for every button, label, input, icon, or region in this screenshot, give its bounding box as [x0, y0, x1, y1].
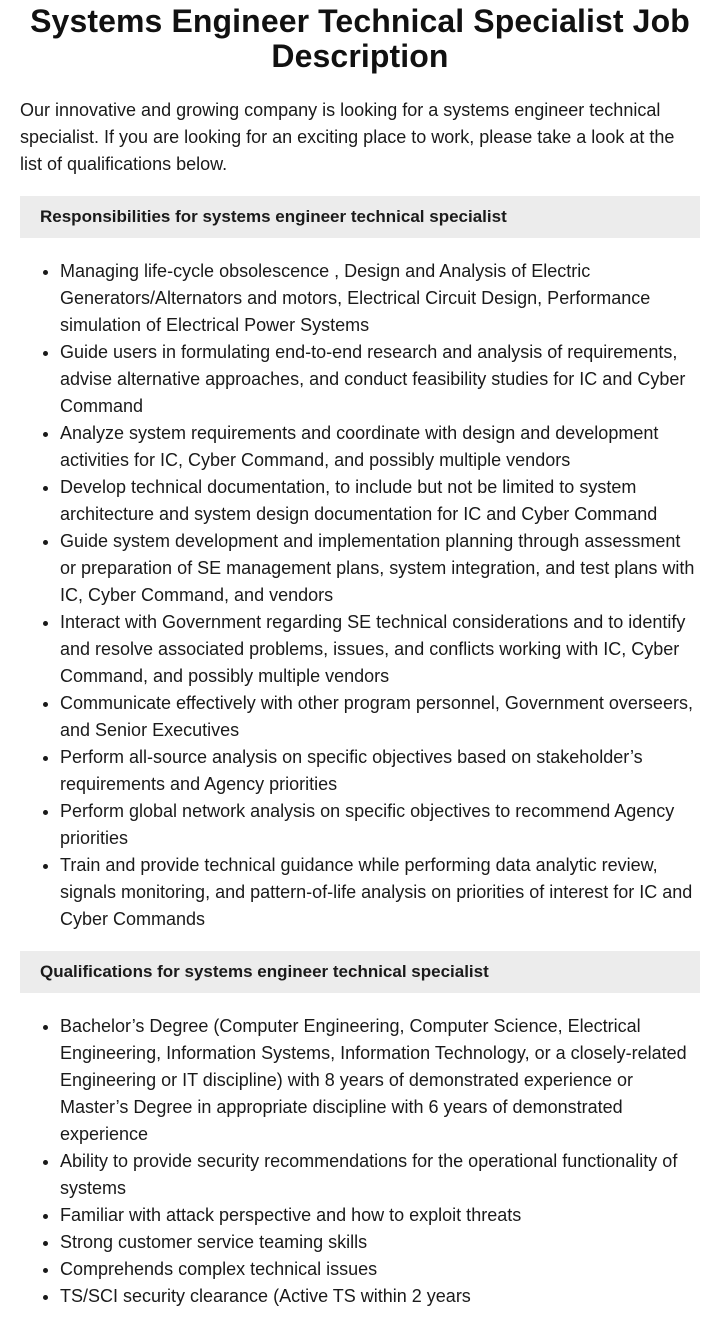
list-item: • Perform all-source analysis on specific objectives based on stakeholder’s requirements and Agency priorities — [60, 744, 700, 798]
list-item: • TS/SCI security clearance (Active TS within 2 years — [60, 1283, 700, 1310]
list-item: • Perform global network analysis on specific objectives to recommend Agency priorities — [60, 798, 700, 852]
list-item: • Guide users in formulating end-to-end research and analysis of requirements, advise alternative approaches, and conduct feasibility studies for IC and Cyber Command — [60, 339, 700, 420]
list-item: • Analyze system requirements and coordinate with design and development activities for IC, Cyber Command, and possibly multiple vendors — [60, 420, 700, 474]
list-item: • Train and provide technical guidance while performing data analytic review, signals monitoring, and pattern-of-life analysis on priorities of interest for IC and Cyber Commands — [60, 852, 700, 933]
qualifications-heading: Qualifications for systems engineer technical specialist — [20, 951, 700, 993]
list-item: • Communicate effectively with other program personnel, Government overseers, and Senior Executives — [60, 690, 700, 744]
list-item: • Bachelor’s Degree (Computer Engineering, Computer Science, Electrical Engineering, Information Systems, Information Technology, or a closely-related Engineering or IT discipline) with 8 years of demonstrated experience or Master’s Degree in appropriate discipline with 6 years of demonstrated experience — [60, 1013, 700, 1148]
responsibilities-heading: Responsibilities for systems engineer technical specialist — [20, 196, 700, 238]
list-item: • Comprehends complex technical issues — [60, 1256, 700, 1283]
list-item: • Familiar with attack perspective and how to exploit threats — [60, 1202, 700, 1229]
qualifications-list — [20, 1013, 700, 1310]
list-item: • Guide system development and implementation planning through assessment or preparation of SE management plans, system integration, and test plans with IC, Cyber Command, and vendors — [60, 528, 700, 609]
page-title: Systems Engineer Technical Specialist Job Description — [30, 3, 690, 74]
intro-paragraph: Our innovative and growing company is looking for a systems engineer technical specialist. If you are looking for an exciting place to work, please take a look at the list of qualifications below. — [20, 100, 675, 174]
list-item: • Strong customer service teaming skills — [60, 1229, 700, 1256]
responsibilities-list — [20, 258, 700, 933]
list-item: • Managing life-cycle obsolescence , Design and Analysis of Electric Generators/Alternators and motors, Electrical Circuit Design, Performance simulation of Electrical Power Systems — [60, 258, 700, 339]
list-item: • Develop technical documentation, to include but not be limited to system architecture and system design documentation for IC and Cyber Command — [60, 474, 700, 528]
list-item: • Interact with Government regarding SE technical considerations and to identify and resolve associated problems, issues, and conflicts working with IC, Cyber Command, and possibly multiple vendors — [60, 609, 700, 690]
list-item: • Ability to provide security recommendations for the operational functionality of systems — [60, 1148, 700, 1202]
